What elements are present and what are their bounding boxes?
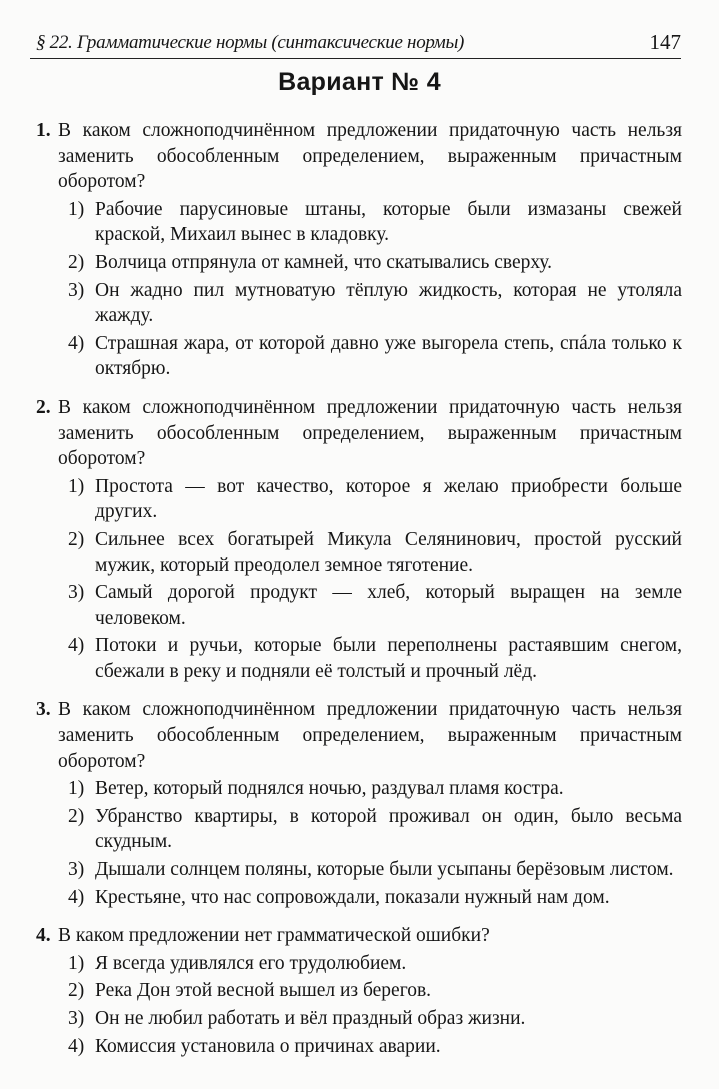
- questions-list: [36, 118, 682, 1072]
- option-text: Страшная жара, от которой давно уже выгорела степь, спáла только к октябрю.: [95, 332, 682, 380]
- answer-option: [68, 857, 682, 883]
- option-number: 3): [68, 859, 85, 881]
- option-text: Самый дорогой продукт — хлеб, который выращен на земле человеком.: [95, 582, 682, 629]
- option-number: 2): [68, 251, 85, 273]
- question-text: В каком сложноподчинённом предложении придаточную часть нельзя заменить обособленным определением, выраженным причастным оборотом?: [58, 120, 682, 193]
- option-number: 3): [68, 1008, 85, 1029]
- answer-options: [36, 474, 682, 685]
- option-text: Дышали солнцем поляны, которые были усыпаны берёзовым листом.: [95, 859, 674, 881]
- option-text: Волчица отпрянула от камней, что скатывались сверху.: [95, 251, 553, 273]
- option-number: 2): [68, 805, 85, 827]
- option-number: 3): [68, 582, 85, 604]
- question-stem: [36, 923, 682, 949]
- option-text: Простота — вот качество, которое я желаю приобрести больше других.: [95, 475, 682, 523]
- option-number: 1): [68, 198, 85, 220]
- answer-option: [68, 527, 682, 578]
- answer-option: [68, 804, 682, 855]
- page-number: 147: [649, 30, 681, 54]
- option-number: 4): [68, 1035, 85, 1057]
- answer-option: [68, 197, 682, 248]
- option-number: 2): [68, 528, 85, 550]
- option-text: Я всегда удивлялся его трудолюбием.: [95, 952, 407, 974]
- answer-options: [36, 951, 682, 1059]
- question-number: 4.: [36, 925, 51, 947]
- question-number: 1.: [36, 120, 51, 141]
- question-4: [36, 923, 682, 1059]
- question-number: 2.: [36, 396, 51, 418]
- answer-option: [68, 278, 682, 329]
- answer-option: [68, 580, 682, 631]
- option-number: 1): [68, 952, 85, 974]
- question-text: В каком сложноподчинённом предложении придаточную часть нельзя заменить обособленным определением, выраженным причастным оборотом?: [58, 396, 682, 470]
- option-number: 1): [68, 475, 85, 497]
- option-text: Он жадно пил мутноватую тёплую жидкость, которая не утоляла жажду.: [95, 279, 682, 327]
- question-text: В каком сложноподчинённом предложении придаточную часть нельзя заменить обособленным определением, выраженным причастным оборотом?: [58, 699, 682, 772]
- answer-option: [68, 978, 682, 1004]
- option-text: Он не любил работать и вёл праздный образ жизни.: [95, 1008, 526, 1029]
- answer-options: [36, 776, 682, 910]
- option-number: 4): [68, 886, 85, 908]
- question-stem: [36, 118, 682, 195]
- answer-option: [68, 885, 682, 911]
- question-text: В каком предложении нет грамматической ошибки?: [58, 925, 490, 947]
- option-number: 4): [68, 635, 85, 657]
- option-number: 2): [68, 980, 85, 1002]
- option-number: 3): [68, 279, 85, 301]
- option-text: Река Дон этой весной вышел из берегов.: [95, 980, 432, 1002]
- answer-option: [68, 951, 682, 977]
- answer-option: [68, 474, 682, 525]
- option-number: 1): [68, 778, 85, 800]
- running-header: [30, 30, 681, 59]
- option-text: Крестьяне, что нас сопровождали, показали нужный нам дом.: [95, 886, 610, 908]
- answer-option: [68, 250, 682, 276]
- option-text: Сильнее всех богатырей Микула Селянинович, простой русский мужик, который преодолел земное тяготение.: [95, 528, 682, 576]
- option-text: Потоки и ручьи, которые были переполнены растаявшим снегом, сбежали в реку и подняли её толстый и прочный лёд.: [95, 635, 682, 682]
- variant-title: Вариант № 4: [278, 68, 441, 96]
- question-2: [36, 395, 682, 685]
- answer-options: [36, 197, 682, 382]
- option-text: Комиссия установила о причинах аварии.: [95, 1035, 441, 1057]
- answer-option: [68, 633, 682, 684]
- question-number: 3.: [36, 699, 51, 721]
- section-title: § 22. Грамматические нормы (синтаксические нормы): [36, 32, 465, 53]
- option-text: Ветер, который поднялся ночью, раздувал пламя костра.: [95, 778, 564, 800]
- option-text: Убранство квартиры, в которой проживал он один, было весьма скудным.: [95, 805, 682, 853]
- question-3: [36, 697, 682, 910]
- option-number: 4): [68, 332, 85, 354]
- answer-option: [68, 1034, 682, 1060]
- answer-option: [68, 331, 682, 382]
- option-text: Рабочие парусиновые штаны, которые были измазаны свежей краской, Михаил вынес в кладовку.: [95, 198, 682, 246]
- answer-option: [68, 1006, 682, 1032]
- answer-option: [68, 776, 682, 802]
- question-1: [36, 118, 682, 382]
- question-stem: [36, 697, 682, 774]
- question-stem: [36, 395, 682, 472]
